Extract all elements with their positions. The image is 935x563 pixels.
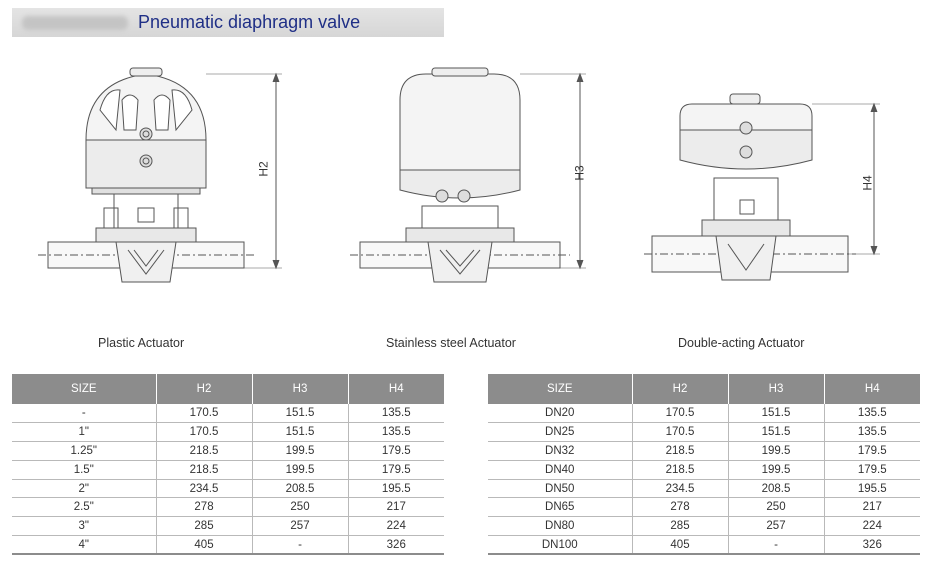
table-cell: 218.5 xyxy=(632,442,728,461)
table-cell: 257 xyxy=(252,517,348,536)
column-header: H3 xyxy=(252,374,348,404)
plastic-actuator-drawing xyxy=(30,60,300,300)
table-cell: 199.5 xyxy=(728,442,824,461)
table-cell: DN100 xyxy=(488,536,632,555)
table-cell: 170.5 xyxy=(156,423,252,442)
table-cell: 1.25" xyxy=(12,442,156,461)
dimension-label-h3: H3 xyxy=(572,165,587,181)
table-cell: 195.5 xyxy=(348,479,444,498)
caption-plastic-actuator: Plastic Actuator xyxy=(98,336,185,350)
table-cell: 2" xyxy=(12,479,156,498)
table-cell: 151.5 xyxy=(252,404,348,423)
table-cell: - xyxy=(252,536,348,555)
table-cell: 199.5 xyxy=(252,460,348,479)
table-row xyxy=(12,479,444,498)
column-header: H4 xyxy=(348,374,444,404)
table-row xyxy=(488,536,920,555)
table-cell: 326 xyxy=(824,536,920,555)
table-cell: 234.5 xyxy=(156,479,252,498)
dimension-table-dn xyxy=(488,374,920,555)
column-header: H4 xyxy=(824,374,920,404)
table-cell: 151.5 xyxy=(252,423,348,442)
table-cell: DN25 xyxy=(488,423,632,442)
table-row xyxy=(488,479,920,498)
table-cell: 278 xyxy=(156,498,252,517)
title-bar xyxy=(12,8,444,37)
table-cell: 2.5" xyxy=(12,498,156,517)
table-cell: 4" xyxy=(12,536,156,555)
table-row xyxy=(12,423,444,442)
table-cell: 135.5 xyxy=(348,404,444,423)
table-row xyxy=(488,517,920,536)
table-cell: - xyxy=(728,536,824,555)
table-cell: DN20 xyxy=(488,404,632,423)
table-cell: 3" xyxy=(12,517,156,536)
table-cell: 1.5" xyxy=(12,460,156,479)
column-header: SIZE xyxy=(488,374,632,404)
table-cell: 199.5 xyxy=(728,460,824,479)
column-header: SIZE xyxy=(12,374,156,404)
table-cell: DN50 xyxy=(488,479,632,498)
table-cell: 405 xyxy=(156,536,252,555)
table-cell: 250 xyxy=(252,498,348,517)
table-cell: 217 xyxy=(348,498,444,517)
table-row xyxy=(488,442,920,461)
table-cell: 179.5 xyxy=(824,442,920,461)
table-header-row xyxy=(12,374,444,404)
caption-double-acting-actuator: Double-acting Actuator xyxy=(678,336,805,350)
table-cell: 326 xyxy=(348,536,444,555)
table-cell: 224 xyxy=(824,517,920,536)
table-row xyxy=(488,498,920,517)
table-cell: DN40 xyxy=(488,460,632,479)
table-row xyxy=(488,404,920,423)
table-cell: 135.5 xyxy=(824,404,920,423)
table-cell: 224 xyxy=(348,517,444,536)
table-cell: 218.5 xyxy=(156,442,252,461)
table-cell: DN80 xyxy=(488,517,632,536)
table-row xyxy=(12,460,444,479)
table-row xyxy=(488,423,920,442)
table-cell: 257 xyxy=(728,517,824,536)
table-cell: 217 xyxy=(824,498,920,517)
table-cell: 250 xyxy=(728,498,824,517)
table-cell: 199.5 xyxy=(252,442,348,461)
table-cell: 278 xyxy=(632,498,728,517)
table-row xyxy=(12,404,444,423)
table-row xyxy=(488,460,920,479)
table-cell: 285 xyxy=(156,517,252,536)
table-cell: 179.5 xyxy=(348,460,444,479)
table-cell: 405 xyxy=(632,536,728,555)
table-cell: DN32 xyxy=(488,442,632,461)
table-cell: 1" xyxy=(12,423,156,442)
table-cell: 218.5 xyxy=(632,460,728,479)
dimension-label-h2: H2 xyxy=(256,161,271,177)
caption-stainless-actuator: Stainless steel Actuator xyxy=(386,336,516,350)
table-cell: 208.5 xyxy=(728,479,824,498)
column-header: H3 xyxy=(728,374,824,404)
table-cell: 170.5 xyxy=(632,404,728,423)
column-header: H2 xyxy=(632,374,728,404)
table-cell: 151.5 xyxy=(728,423,824,442)
stainless-actuator-drawing xyxy=(330,60,600,300)
table-cell: 234.5 xyxy=(632,479,728,498)
blurred-brand-logo xyxy=(22,16,128,30)
table-cell: - xyxy=(12,404,156,423)
table-cell: 285 xyxy=(632,517,728,536)
table-row xyxy=(12,498,444,517)
table-row xyxy=(12,517,444,536)
table-cell: 135.5 xyxy=(348,423,444,442)
table-cell: 170.5 xyxy=(156,404,252,423)
table-cell: 218.5 xyxy=(156,460,252,479)
column-header: H2 xyxy=(156,374,252,404)
table-row xyxy=(12,536,444,555)
dimension-table-inch xyxy=(12,374,444,555)
table-cell: 135.5 xyxy=(824,423,920,442)
table-cell: 208.5 xyxy=(252,479,348,498)
table-row xyxy=(12,442,444,461)
table-cell: 170.5 xyxy=(632,423,728,442)
table-cell: 195.5 xyxy=(824,479,920,498)
table-header-row xyxy=(488,374,920,404)
table-cell: DN65 xyxy=(488,498,632,517)
page-title: Pneumatic diaphragm valve xyxy=(138,12,361,32)
dimension-label-h4: H4 xyxy=(860,175,875,191)
table-cell: 151.5 xyxy=(728,404,824,423)
table-cell: 179.5 xyxy=(824,460,920,479)
table-cell: 179.5 xyxy=(348,442,444,461)
